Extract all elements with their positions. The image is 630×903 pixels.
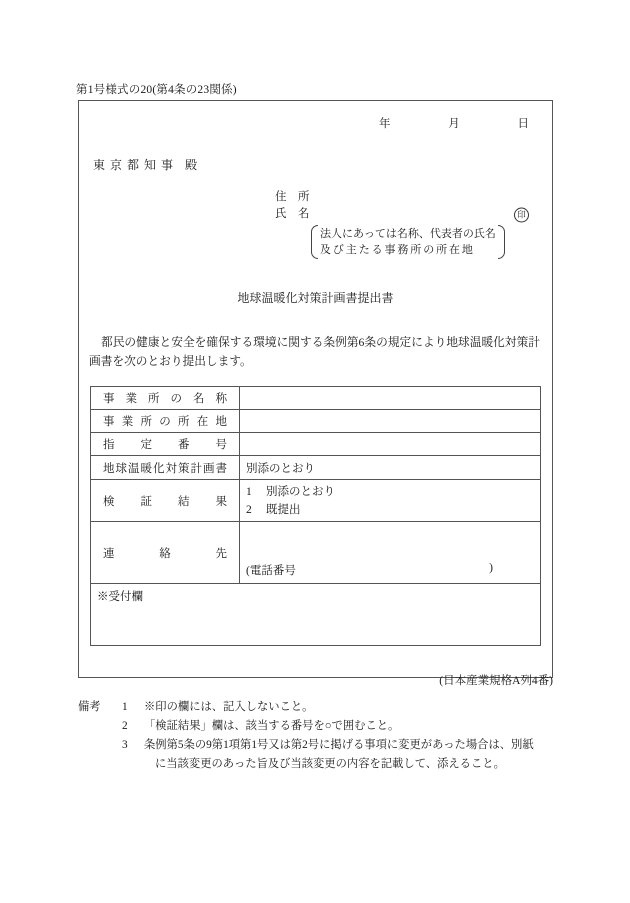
table-row	[91, 456, 541, 480]
row-value-office-name[interactable]	[240, 387, 541, 410]
addressee-honorific: 殿	[185, 158, 198, 172]
table-row	[91, 522, 541, 584]
form-table	[90, 386, 541, 646]
remarks-item	[78, 698, 578, 717]
applicant-address-label: 住 所	[275, 191, 310, 203]
row-label-verification-result: 検証結果	[91, 480, 240, 522]
row-value-designation-number[interactable]	[240, 433, 541, 456]
verification-option-number: 1	[246, 485, 252, 498]
remarks-item-number: 3	[122, 739, 128, 751]
row-value-plan-document[interactable]: 別添のとおり	[240, 456, 541, 480]
row-label-office-name: 事業所の名称	[91, 387, 240, 410]
form-frame	[78, 100, 553, 678]
seal-icon: 印	[514, 207, 529, 222]
remarks-item-line2: に当該変更のあった旨及び当該変更の内容を記載して、添えること。	[155, 758, 505, 770]
applicant-note-line2: 及び主たる事務所の所在地	[320, 244, 475, 256]
applicant-note	[311, 225, 505, 259]
remarks-item-text	[144, 736, 578, 774]
remarks-item-text: ※印の欄には、記入しないこと。	[144, 701, 314, 713]
applicant-name-label: 氏 名	[275, 208, 310, 220]
date-day-label: 日	[517, 118, 529, 130]
verification-option-number: 2	[246, 503, 252, 516]
row-value-verification-result[interactable]	[240, 480, 541, 522]
phone-number-field[interactable]	[246, 562, 493, 578]
applicant-name-row	[275, 206, 535, 223]
remarks-section	[78, 698, 578, 774]
row-label-contact: 連絡先	[91, 522, 240, 584]
applicant-note-line1: 法人にあっては名称、代表者の氏名	[320, 228, 496, 240]
verification-option[interactable]	[246, 483, 534, 501]
remarks-item-number: 1	[122, 701, 128, 713]
phone-close-paren: )	[489, 562, 493, 574]
remarks-item-line1: 条例第5条の9第1項第1号又は第2号に掲げる事項に変更があった場合は、別紙	[144, 739, 534, 751]
form-number: 第1号様式の20(第4条の23関係)	[76, 84, 237, 96]
date-year-label: 年	[379, 118, 391, 130]
addressee-name: 東京都知事	[93, 158, 179, 172]
date-month-label: 月	[448, 118, 460, 130]
row-value-contact[interactable]	[240, 522, 541, 584]
table-row	[91, 584, 541, 646]
table-row	[91, 433, 541, 456]
table-row	[91, 480, 541, 522]
row-label-office-address: 事業所の所在地	[91, 410, 240, 433]
row-label-designation-number: 指定番号	[91, 433, 240, 456]
brace-right-icon	[498, 225, 505, 259]
body-paragraph: 都民の健康と安全を確保する環境に関する条例第6条の規定により地球温暖化対策計画書を次のとおり提出します。	[89, 336, 540, 368]
verification-option-text: 別添のとおり	[266, 485, 335, 498]
remarks-heading: 備考	[78, 701, 101, 713]
row-value-office-address[interactable]	[240, 410, 541, 433]
verification-option[interactable]	[246, 501, 534, 519]
addressee	[93, 156, 197, 173]
verification-option-text: 既提出	[266, 503, 301, 516]
remarks-item-number: 2	[122, 720, 128, 732]
phone-open-paren: (電話番号	[246, 565, 296, 577]
remarks-item	[78, 736, 578, 774]
applicant-block	[275, 189, 535, 256]
applicant-address-row	[275, 189, 535, 206]
page-title: 地球温暖化対策計画書提出書	[237, 291, 394, 305]
table-row	[91, 387, 541, 410]
date-line	[379, 115, 529, 131]
row-label-plan-document: 地球温暖化対策計画書	[91, 456, 240, 480]
remarks-item	[78, 717, 578, 736]
row-receipt-column: ※受付欄	[91, 584, 541, 646]
remarks-item-text: 「検証結果」欄は、該当する番号を○で囲むこと。	[144, 720, 400, 732]
paper-size-note: (日本産業規格A列4番)	[439, 675, 553, 687]
brace-left-icon	[311, 225, 318, 259]
table-row	[91, 410, 541, 433]
